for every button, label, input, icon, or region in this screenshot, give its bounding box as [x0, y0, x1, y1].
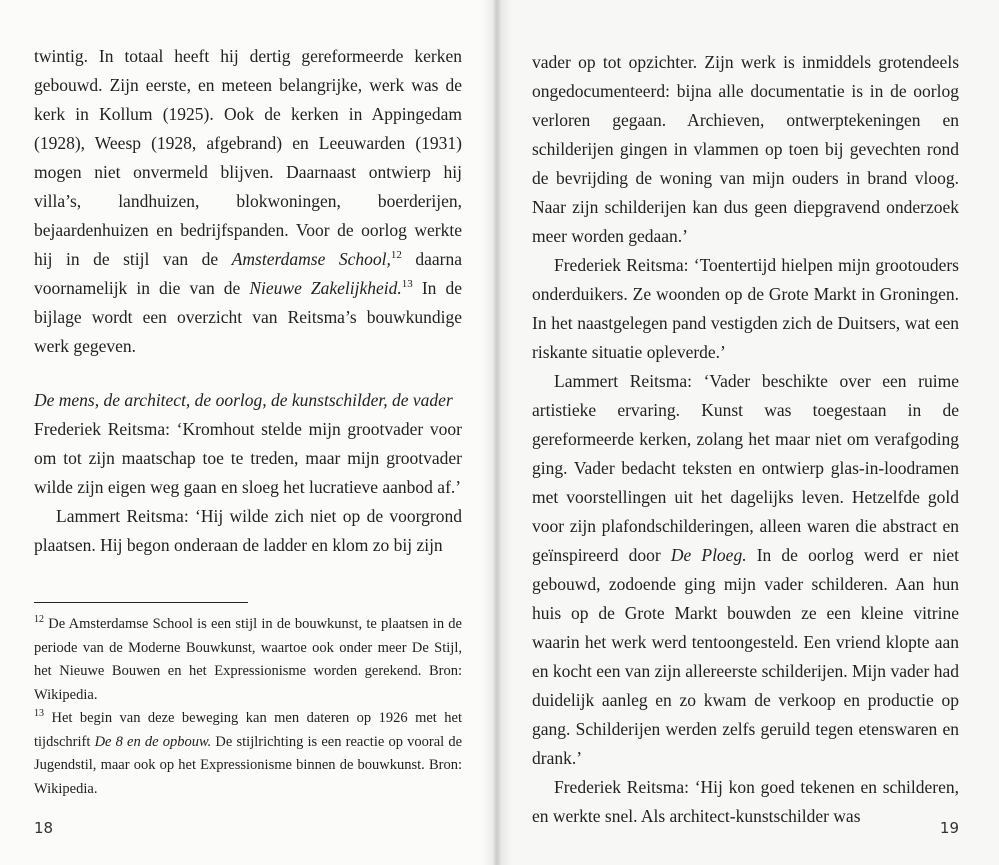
right-paragraph-4: Frederiek Reitsma: ‘Hij kon goed tekenen en schilderen, en werkte snel. Als architect-kunstschilder was: [532, 777, 959, 826]
page-number-left: 18: [34, 819, 54, 837]
left-body-text: [34, 42, 462, 560]
left-paragraph-2: Frederiek Reitsma: ‘Kromhout stelde mijn grootvader voor om tot zijn maatschap toe te treden, maar mijn grootvader wilde zijn eigen weg gaan en sloeg het lucratieve aanbod af.’: [34, 419, 462, 497]
footnote-ref-12: 12: [390, 249, 402, 262]
section-heading: De mens, de architect, de oorlog, de kunstschilder, de vader: [34, 390, 453, 410]
footnote-ref-13: 13: [401, 278, 413, 291]
footnote-divider: [34, 602, 248, 603]
right-paragraph-1: vader op tot opzichter. Zijn werk is inmiddels grotendeels ongedocumenteerd: bijna alle documentatie is in de oorlog verloren gegaan. Archieven, ontwerptekeningen en schilderijen gingen in vlammen op toen bij gevechten rond de bevrijding de woning van mijn ouders in brand vloog. Naar zijn schilderijen kan dus geen diepgravend onderzoek meer worden gedaan.’: [532, 52, 959, 246]
left-paragraph-1: twintig. In totaal heeft hij dertig gereformeerde kerken gebouwd. Zijn eerste, en meteen belangrijke, werk was de kerk in Kollum (1925). Ook de kerken in Appingedam (1928), Weesp (1928, afgebrand) en Leeuwarden (1931) mogen niet onvermeld blijven. Daarnaast ontwierp hij villa’s, landhuizen, blokwoningen, boerderijen, bejaardenhuizen en bedrijfspanden. Voor de oorlog werkte hij in de stijl van de Amsterdamse School,$^{12}$ daarna voornamelijk in die van de Nieuwe Zakelijkheid.$^{13}$ In de bijlage wordt een overzicht van Reitsma’s bouwkundige werk gegeven.: [34, 46, 462, 356]
footnote-12: $^{12}$ De Amsterdamse School is een stijl in de bouwkunst, te plaatsen in de periode van de Moderne Bouwkunst, waartoe ook onder meer De Stijl, het Nieuwe Bouwen en het Expressionisme worden gerekend. Bron: Wikipedia.: [34, 614, 462, 703]
right-body-text: [532, 48, 959, 831]
footnotes: [34, 613, 462, 801]
left-paragraph-3: Lammert Reitsma: ‘Hij wilde zich niet op de voorgrond plaatsen. Hij begon onderaan de ladder en klom zo bij zijn: [34, 506, 462, 555]
left-page: [0, 0, 494, 865]
right-paragraph-3: Lammert Reitsma: ‘Vader beschikte over een ruime artistieke ervaring. Kunst was toegestaan in de gereformeerde kerken, zolang het maar niet om verafgoding ging. Vader bedacht teksten en ontwierp glas-in-loodramen met voorstellingen uit het dagelijks leven. Hetzelfde gold voor zijn plafondschilderingen, alleen waren die abstract en geïnspireerd door De Ploeg. In de oorlog werd er niet gebouwd, zodoende ging mijn vader schilderen. Aan hun huis op de Grote Markt bouwden ze een kleine vitrine waarin het werk werd tentoongesteld. Een vriend klopte aan en kocht een van zijn allereerste schilderijen. Mijn vader had duidelijk aanleg en zo kwam de verkoop en productie op gang. Schilderijen werden zelfs geruild tegen etenswaren en drank.’: [532, 371, 959, 768]
right-paragraph-2: Frederiek Reitsma: ‘Toentertijd hielpen mijn grootouders onderduikers. Ze woonden op de Grote Markt in Groningen. In het naastgelegen pand vestigden zich de Duitsers, wat een riskante situatie opleverde.’: [532, 255, 959, 362]
page-number-right: 19: [939, 819, 959, 837]
footnote-13: $^{13}$ Het begin van deze beweging kan men dateren op 1926 met het tijdschrift De 8 en de opbouw. De stijlrichting is een reactie op vooral de Jugendstil, maar ook op het Expressionisme binnen de bouwkunst. Bron: Wikipedia.: [34, 708, 463, 797]
right-page: [494, 0, 999, 865]
